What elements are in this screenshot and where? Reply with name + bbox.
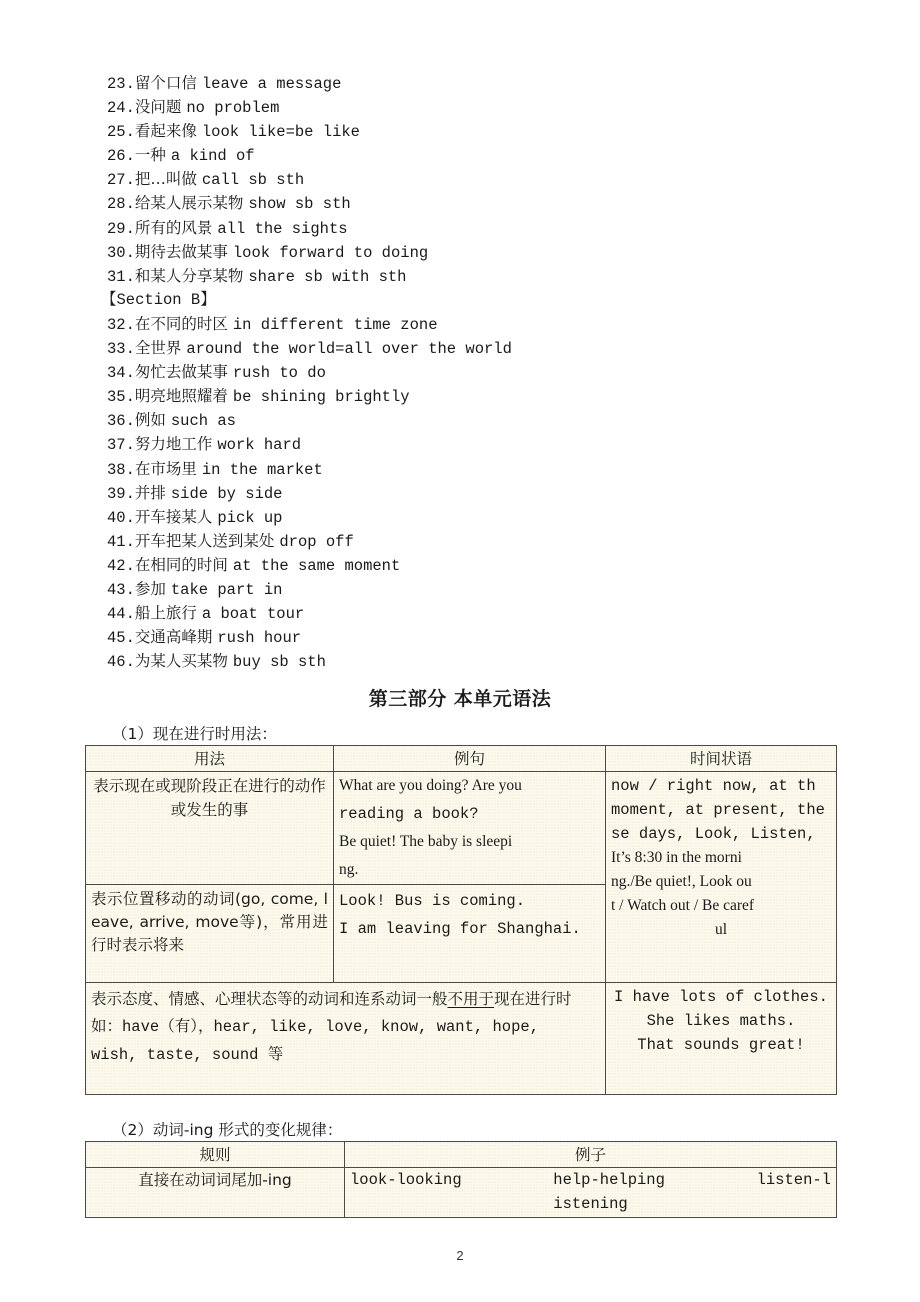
- vocab-item: 33.全世界 around the world=all over the world: [107, 339, 512, 359]
- vocab-list: [101, 71, 807, 673]
- vocab-item: 42.在相同的时间 at the same moment: [107, 555, 401, 575]
- time-adverbials-cell: now / right now, at th moment, at present, the se days, Look, Listen, It’s 8:30 in the morni ng./Be quiet!, Look ou t / Watch out / Be caref ul: [606, 772, 837, 983]
- vocab-item: 34.匆忙去做某事 rush to do: [107, 363, 326, 383]
- usage-cell: 表示位置移动的动词(go, come, leave, arrive, move等)，常用进行时表示将来: [86, 885, 334, 983]
- examples-cell: Look! Bus is coming. I am leaving for Shanghai.: [334, 885, 606, 983]
- vocab-item: 29.所有的风景 all the sights: [107, 218, 348, 238]
- vocab-item: 31.和某人分享某物 share sb with sth: [107, 266, 407, 286]
- part-title: 第三部分 本单元语法: [368, 688, 552, 710]
- vocab-item: 32.在不同的时区 in different time zone: [107, 314, 438, 334]
- vocab-item: 45.交通高峰期 rush hour: [107, 628, 302, 648]
- rule-cell: 直接在动词词尾加-ing: [86, 1168, 345, 1218]
- grammar-2-label: （2）动词-ing 形式的变化规律：: [112, 1121, 343, 1139]
- page-number: 2: [456, 1248, 464, 1263]
- vocab-item: 26.一种 a kind of: [107, 146, 255, 166]
- vocab-item: 40.开车接某人 pick up: [107, 507, 283, 527]
- vocab-item: 37.努力地工作 work hard: [107, 435, 302, 455]
- vocab-item: 46.为某人买某物 buy sb sth: [107, 652, 326, 672]
- examples-cell: look-looking help-helping listen-l istening: [345, 1168, 837, 1218]
- ing-form-rules-table: [85, 1141, 837, 1218]
- grammar-1-label: （1）现在进行时用法：: [112, 725, 277, 743]
- present-progressive-table: [85, 745, 837, 1095]
- vocab-item: 24.没问题 no problem: [107, 98, 280, 118]
- section-b-heading: 【Section B】: [101, 290, 216, 309]
- vocab-item: 25.看起来像 look like=be like: [107, 122, 360, 142]
- header-examples: 例句: [334, 746, 606, 772]
- usage-cell: 表示现在或现阶段正在进行的动作或发生的事: [86, 772, 334, 885]
- vocab-item: 30.期待去做某事 look forward to doing: [107, 242, 429, 262]
- stative-verbs-cell: 表示态度、情感、心理状态等的动词和连系动词一般不用于现在进行时 如：have（有），hear, like, love, know, want, hope, wish, taste, sound 等: [86, 983, 606, 1095]
- stative-examples-cell: I have lots of clothes. She likes maths. That sounds great!: [606, 983, 837, 1095]
- table-header-row: [86, 746, 837, 772]
- table-row: [86, 772, 837, 885]
- header-examples: 例子: [345, 1142, 837, 1168]
- vocab-item: 27.把…叫做 call sb sth: [107, 170, 305, 190]
- vocab-item: 36.例如 such as: [107, 411, 236, 431]
- vocab-item: 43.参加 take part in: [107, 579, 283, 599]
- vocab-item: 28.给某人展示某物 show sb sth: [107, 194, 351, 214]
- vocab-item: 35.明亮地照耀着 be shining brightly: [107, 387, 410, 407]
- vocab-item: 39.并排 side by side: [107, 483, 283, 503]
- emphasis-not-used: 不用于: [447, 990, 495, 1008]
- table-header-row: [86, 1142, 837, 1168]
- header-time-adverbials: 时间状语: [606, 746, 837, 772]
- vocab-item: 44.船上旅行 a boat tour: [107, 604, 305, 624]
- header-rule: 规则: [86, 1142, 345, 1168]
- vocab-item: 38.在市场里 in the market: [107, 459, 323, 479]
- table-row-stative-verbs: [86, 983, 837, 1095]
- vocab-item: 23.留个口信 leave a message: [107, 74, 342, 93]
- examples-cell: What are you doing? Are you reading a book? Be quiet! The baby is sleepi ng.: [334, 772, 606, 885]
- header-usage: 用法: [86, 746, 334, 772]
- table-row: [86, 1168, 837, 1218]
- vocab-item: 41.开车把某人送到某处 drop off: [107, 531, 354, 551]
